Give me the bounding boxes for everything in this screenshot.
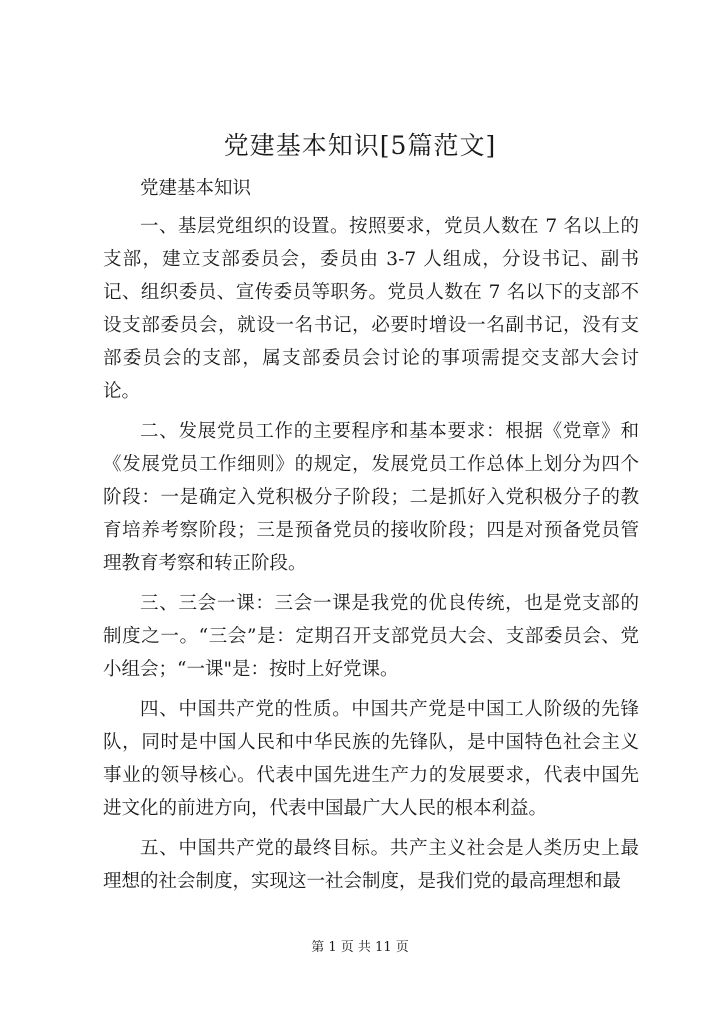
paragraph-ultimate-goal: 五、中国共产党的最终目标。共产主义社会是人类历史上最理想的社会制度，实现这一社会制度，是我们党的最高理想和最: [103, 838, 639, 892]
document-body: [103, 172, 639, 905]
page-number-footer: 第 1 页 共 11 页: [311, 940, 409, 955]
document-title: 党建基本知识[5篇范文]: [223, 131, 497, 160]
section-subtitle: 党建基本知识: [140, 178, 252, 199]
paragraph-member-development: 二、发展党员工作的主要程序和基本要求：根据《党章》和《发展党员工作细则》的规定，发展党员工作总体上划分为四个阶段：一是确定入党积极分子阶段；二是抓好入党积极分子的教育培养考察阶段；三是预备党员的接收阶段；四是对预备党员管理教育考察和转正阶段。: [103, 421, 639, 574]
paragraph-party-nature: 四、中国共产党的性质。中国共产党是中国工人阶级的先锋队，同时是中国人民和中华民族的先锋队，是中国特色社会主义事业的领导核心。代表中国先进生产力的发展要求，代表中国先进文化的前进方向，代表中国最广大人民的根本利益。: [103, 699, 639, 819]
paragraph-organization-setup: 一、基层党组织的设置。按照要求，党员人数在 7 名以上的支部，建立支部委员会，委员由 3-7 人组成，分设书记、副书记、组织委员、宣传委员等职务。党员人数在 7 名以下的支部不设支部委员会，就设一名书记，必要时增设一名副书记，没有支部委员会的支部，属支部委员会讨论的事项需提交支部大会讨论。: [103, 216, 639, 402]
paragraph-three-meetings-one-lesson: 三、三会一课：三会一课是我党的优良传统，也是党支部的制度之一。“三会”是：定期召开支部党员大会、支部委员会、党小组会；“一课"是：按时上好党课。: [103, 593, 639, 680]
